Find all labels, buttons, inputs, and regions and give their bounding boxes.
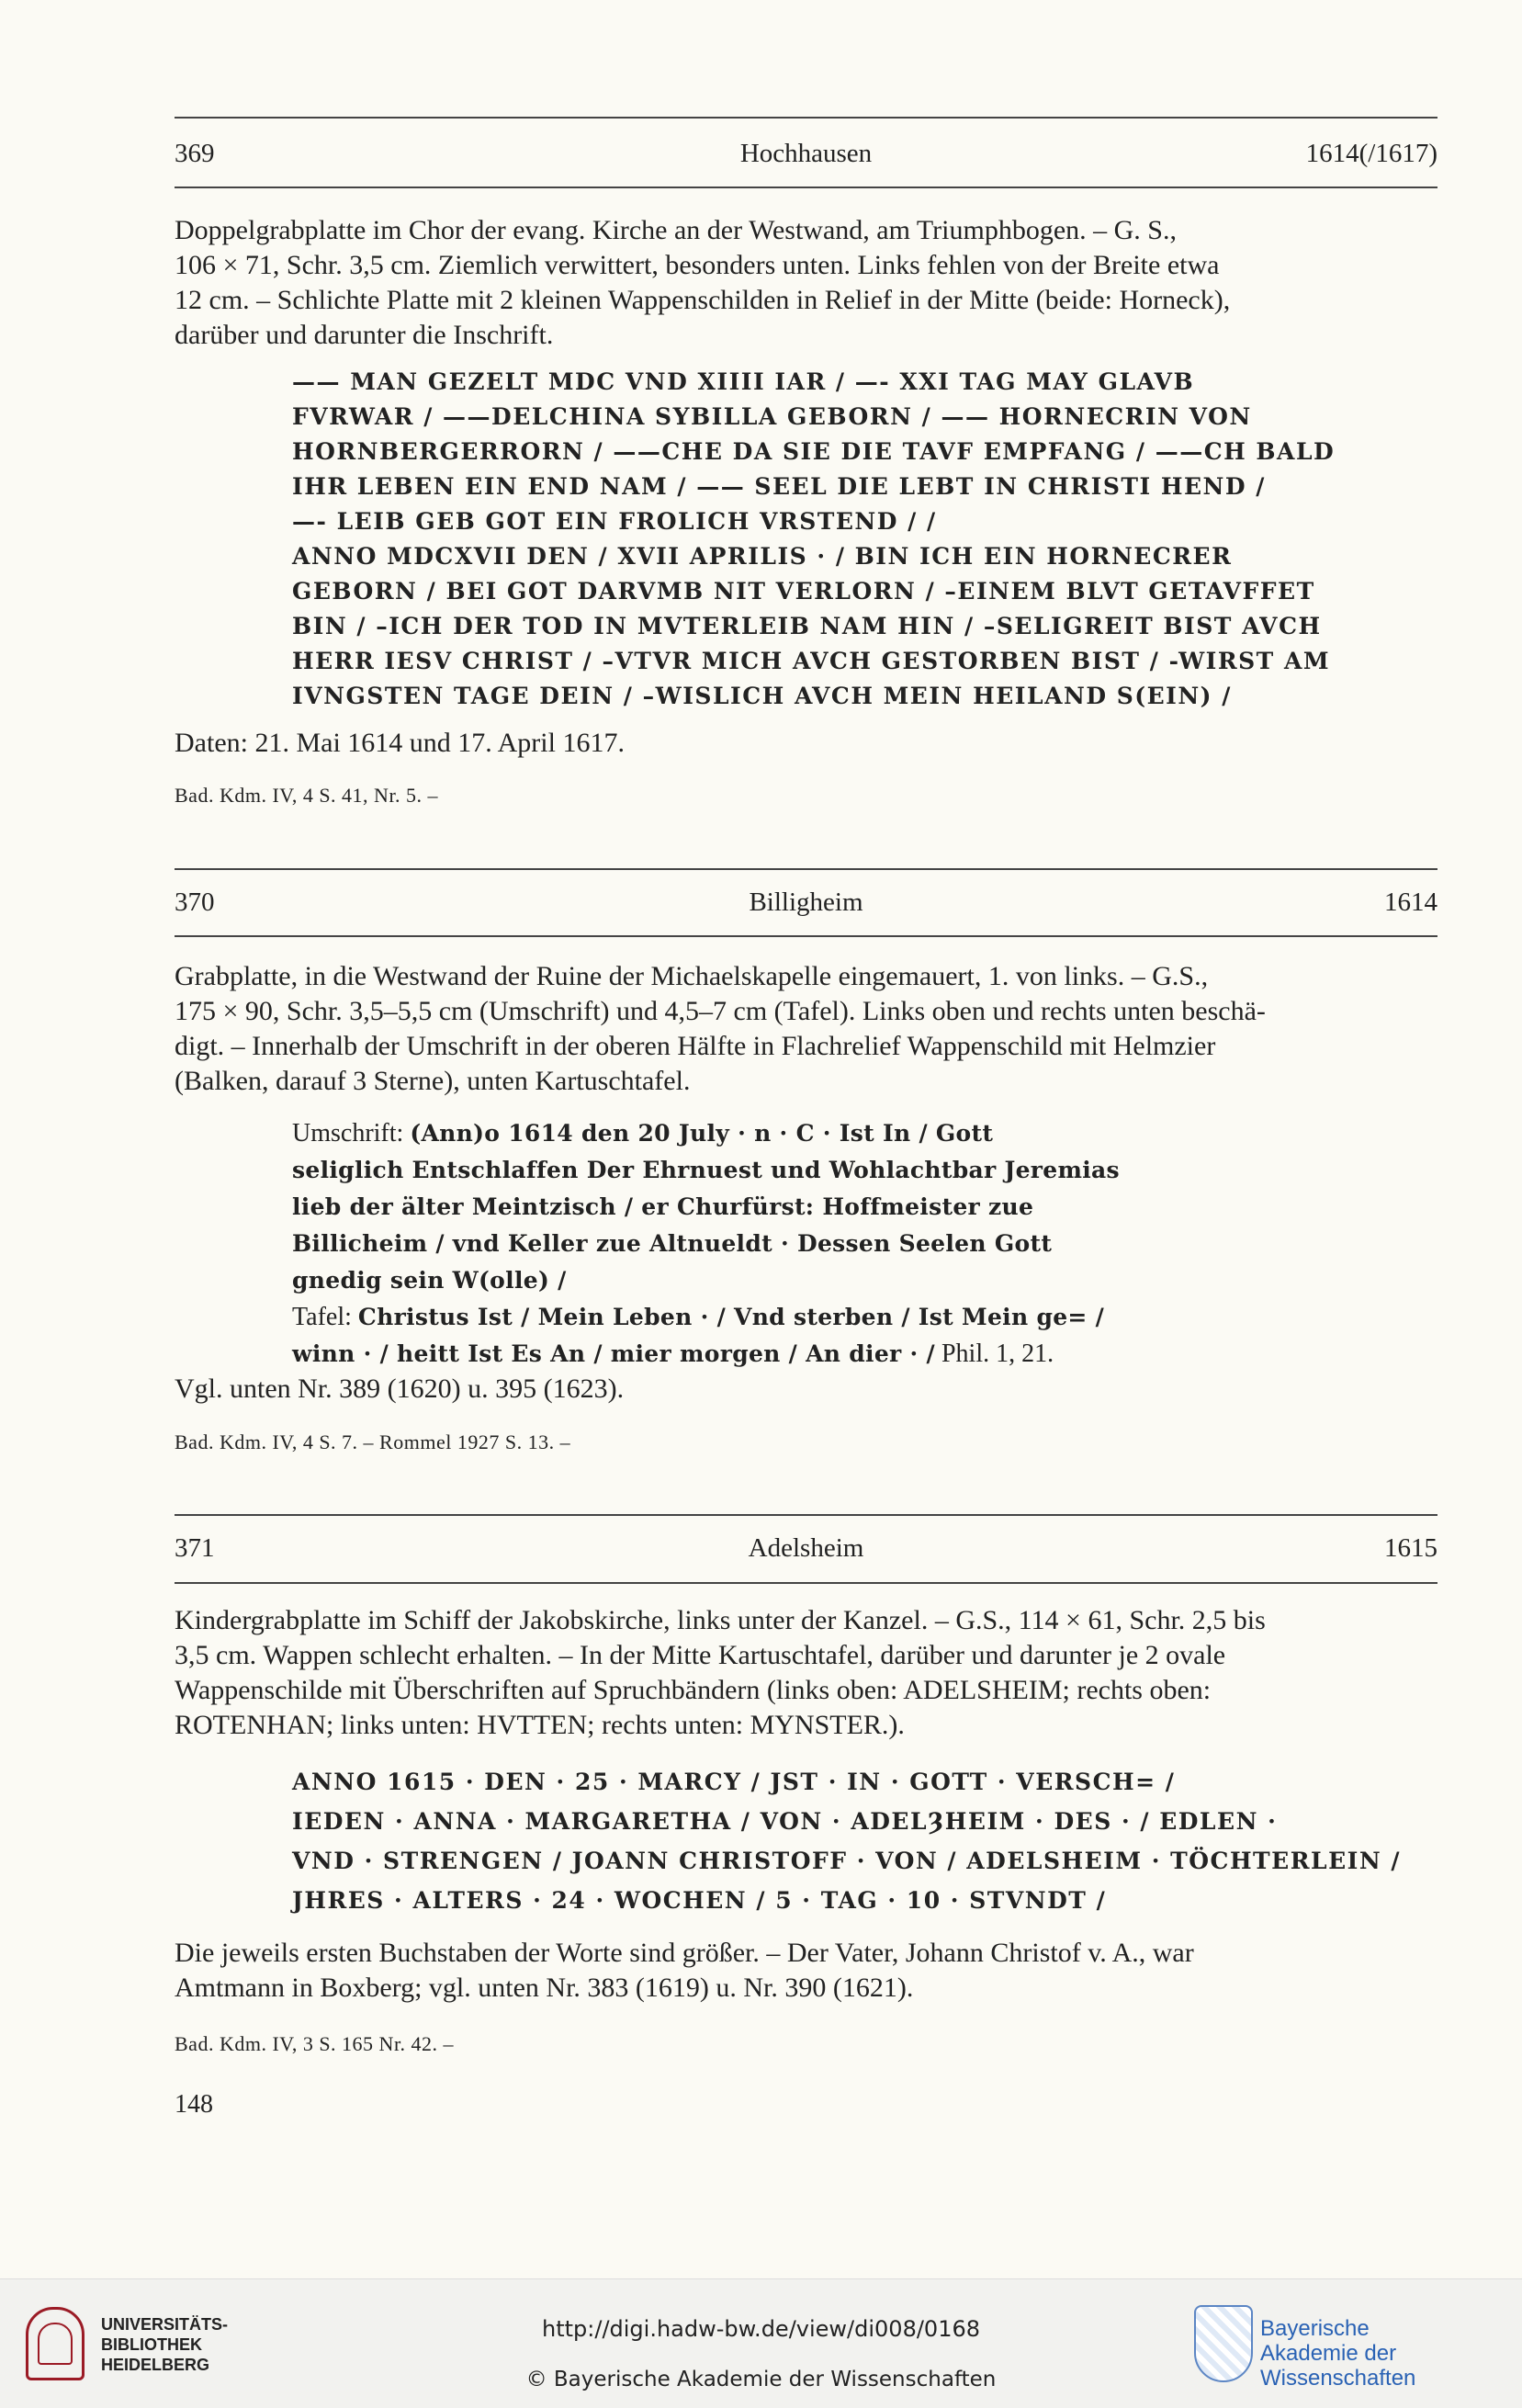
description-line: Doppelgrabplatte im Chor der evang. Kirche an der Westwand, am Triumphbogen. – G. S., <box>175 215 1177 245</box>
tafel-line: Christus Ist / Mein Leben · / Vnd sterben / Ist Mein ge= / <box>357 1304 1105 1330</box>
entry-year: 1614 <box>1384 887 1437 917</box>
entry-place: Hochhausen <box>739 139 873 168</box>
description-line: (Balken, darauf 3 Sterne), unten Kartuschtafel. <box>175 1066 691 1096</box>
header-rule-bottom <box>175 1582 1437 1584</box>
inscription-block <box>292 1762 1402 1920</box>
tafel-label: Tafel: <box>292 1303 352 1331</box>
heidelberg-logo-text: UNIVERSITÄTS- BIBLIOTHEK HEIDELBERG <box>101 2315 229 2374</box>
entry-number: 369 <box>175 139 215 168</box>
inscription-line: ANNO MDCXVII DEN / XVII APRILIS · / BIN ICH EIN HORNECRER <box>292 543 1233 570</box>
academy-logo[interactable] <box>1194 2305 1497 2391</box>
description-line: Wappenschilde mit Überschriften auf Spruchbändern (links oben: ADELSHEIM; rechts oben: <box>175 1675 1212 1705</box>
description-line: darüber und darunter die Inschrift. <box>175 320 554 350</box>
vgl-line: Vgl. unten Nr. 389 (1620) u. 395 (1623). <box>175 1374 625 1404</box>
header-rule-bottom <box>175 187 1437 188</box>
inscription-line: —- LEIB GEB GOT EIN FROLICH VRSTEND / / <box>292 508 937 535</box>
entry-header <box>175 133 1437 175</box>
inscription-line: FVRWAR / ——DELCHINA SYBILLA GEBORN / —— HORNECRIN VON <box>292 403 1252 430</box>
copyright-notice: © Bayerische Akademie der Wissenschaften <box>525 2368 997 2391</box>
description-line: Grabplatte, in die Westwand der Ruine der Michaelskapelle eingemauert, 1. von links. – G.S., <box>175 961 1209 991</box>
umschrift-line: seliglich Entschlaffen Der Ehrnuest und Wohlachtbar Jeremias <box>292 1157 1120 1183</box>
inscription-line: HORNBERGERRORN / ——CHE DA SIE DIE TAVF EMPFANG / ——CH BALD <box>292 438 1336 465</box>
inscription-line: ANNO 1615 · DEN · 25 · MARCY / JST · IN · GOTT · VERSCH= / <box>292 1769 1176 1795</box>
entry-number: 370 <box>175 887 215 917</box>
inscription-line: —— MAN GEZELT MDC VND XIIII IAR / —- XXI TAG MAY GLAVB <box>292 368 1195 395</box>
description-line: 106 × 71, Schr. 3,5 cm. Ziemlich verwittert, besonders unten. Links fehlen von der Breite etwa <box>175 250 1220 280</box>
inscription-line: JHRES · ALTERS · 24 · WOCHEN / 5 · TAG · 10 · STVNDT / <box>292 1887 1107 1914</box>
entry-header <box>175 1528 1437 1570</box>
entry-number: 371 <box>175 1533 215 1563</box>
inscription-line: IVNGSTEN TAGE DEIN / –WISLICH AVCH MEIN HEILAND S(EIN) / <box>292 683 1232 709</box>
umschrift-line: (Ann)o 1614 den 20 July · n · C · Ist In / Gott <box>410 1120 994 1147</box>
viewer-footer <box>0 2278 1522 2408</box>
note-line: Die jeweils ersten Buchstaben der Worte sind größer. – Der Vater, Johann Christof v. A., war <box>175 1938 1194 1968</box>
umschrift-line: Billicheim / vnd Keller zue Altnueldt · Dessen Seelen Gott <box>292 1230 1053 1257</box>
umschrift-block <box>292 1115 1312 1373</box>
description-line: 175 × 90, Schr. 3,5–5,5 cm (Umschrift) und 4,5–7 cm (Tafel). Links oben und rechts unten beschä- <box>175 996 1266 1026</box>
header-rule-top <box>175 868 1437 870</box>
description-line: 3,5 cm. Wappen schlecht erhalten. – In der Mitte Kartuschtafel, darüber und darunter je 2 ovale <box>175 1640 1226 1670</box>
bavarian-crest-icon <box>1194 2305 1253 2382</box>
header-rule-bottom <box>175 935 1437 937</box>
inscription-line: VND · STRENGEN / JOANN CHRISTOFF · VON / ADELSHEIM · TÖCHTERLEIN / <box>292 1848 1402 1874</box>
umschrift-line: lieb der älter Meintzisch / er Churfürst: Hoffmeister zue <box>292 1193 1034 1220</box>
entry-place: Billigheim <box>749 887 863 917</box>
reference: Bad. Kdm. IV, 3 S. 165 Nr. 42. – <box>175 2032 455 2055</box>
tafel-suffix: Phil. 1, 21. <box>941 1340 1054 1368</box>
tafel-line: winn · / heitt Ist Es An / mier morgen / An dier · / <box>292 1340 935 1367</box>
academy-logo-text: Bayerische Akademie der Wissenschaften <box>1260 2316 1416 2391</box>
umschrift-line: gnedig sein W(olle) / <box>292 1267 567 1294</box>
header-rule-top <box>175 117 1437 119</box>
entry-header <box>175 882 1437 924</box>
note-line: Amtmann in Boxberg; vgl. unten Nr. 383 (1619) u. Nr. 390 (1621). <box>175 1973 914 2003</box>
entry-note <box>175 1936 1440 2006</box>
inscription-block <box>292 365 1336 714</box>
description-line: Kindergrabplatte im Schiff der Jakobskirche, links unter der Kanzel. – G.S., 114 × 61, Schr. 2,5 bis <box>175 1605 1266 1635</box>
description-line: ROTENHAN; links unten: HVTTEN; rechts unten: MYNSTER.). <box>175 1710 905 1740</box>
inscription-line: GEBORN / BEI GOT DARVMB NIT VERLORN / –EINEM BLVT GETAVFFET <box>292 578 1315 605</box>
entry-description <box>175 213 1440 353</box>
description-line: digt. – Innerhalb der Umschrift in der oberen Hälfte in Flachrelief Wappenschild mit Helmzier <box>175 1031 1216 1061</box>
description-line: 12 cm. – Schlichte Platte mit 2 kleinen Wappenschilden in Relief in der Mitte (beide: Horneck), <box>175 285 1231 315</box>
inscription-line: IEDEN · ANNA · MARGARETHA / VON · ADELȜHEIM · DES · / EDLEN · <box>292 1808 1278 1835</box>
inscription-line: HERR IESV CHRIST / –VTVR MICH AVCH GESTORBEN BIST / -WIRST AM <box>292 648 1331 674</box>
entry-place: Adelsheim <box>748 1533 864 1563</box>
reference: Bad. Kdm. IV, 4 S. 41, Nr. 5. – <box>175 784 439 807</box>
reference: Bad. Kdm. IV, 4 S. 7. – Rommel 1927 S. 13. – <box>175 1430 571 1453</box>
entry-year: 1615 <box>1384 1533 1437 1563</box>
dates-line: Daten: 21. Mai 1614 und 17. April 1617. <box>175 728 625 758</box>
inscription-line: BIN / –ICH DER TOD IN MVTERLEIB NAM HIN / –SELIGREIT BIST AVCH <box>292 613 1322 639</box>
umschrift-label: Umschrift: <box>292 1119 404 1147</box>
inscription-line: IHR LEBEN EIN END NAM / —— SEEL DIE LEBT IN CHRISTI HEND / <box>292 473 1266 500</box>
entry-description <box>175 959 1440 1099</box>
page-number: 148 <box>175 2090 213 2119</box>
entry-year: 1614(/1617) <box>1305 139 1437 168</box>
permalink-url[interactable]: http://digi.hadw-bw.de/view/di008/0168 <box>542 2316 980 2342</box>
entry-description <box>175 1603 1440 1743</box>
header-rule-top <box>175 1514 1437 1516</box>
